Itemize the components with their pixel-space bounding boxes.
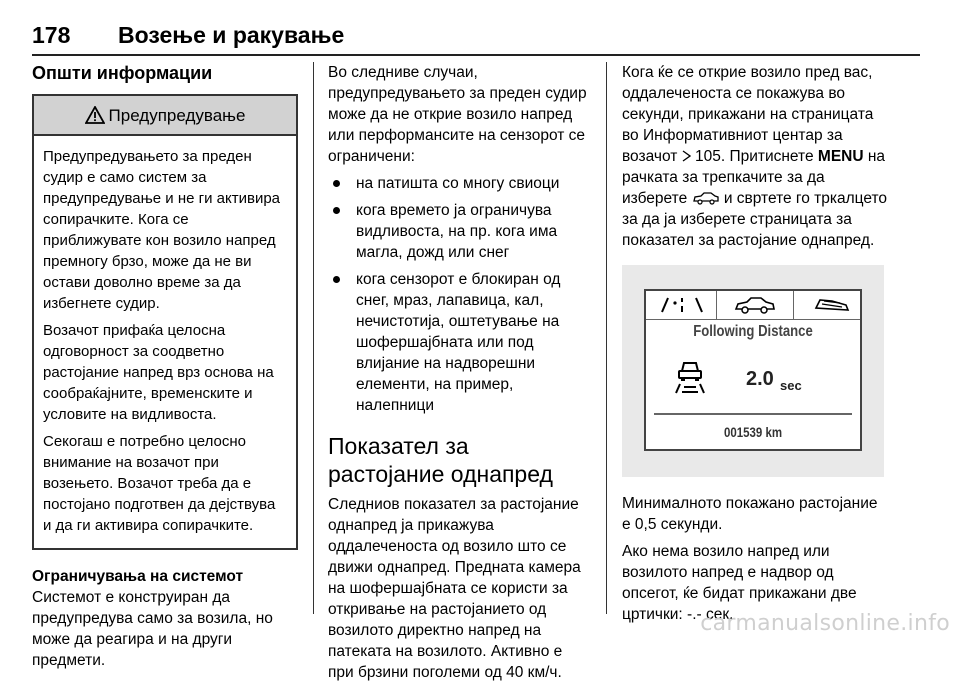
distance-value: 2.0: [746, 368, 774, 390]
watermark: carmanualsonline.info: [700, 611, 950, 636]
lane-assist-icon: [654, 292, 710, 318]
page-number: 178: [32, 22, 71, 48]
min-distance-note: Минималното покажано растојание е 0,5 секунди.: [622, 495, 878, 533]
warning-body: [34, 136, 296, 548]
menu-button-label: MENU: [817, 148, 864, 165]
car-icon: [733, 294, 777, 316]
limits-text: Системот е конструиран да предупредува само за возила, но може да реагира и на други предмети.: [32, 589, 273, 669]
screen-tabs: [646, 291, 860, 320]
car-wave-icon: [812, 294, 852, 316]
following-car-icon: [670, 357, 710, 397]
column-divider: [606, 62, 607, 614]
page-header: [32, 2, 920, 56]
car-icon: [692, 191, 720, 205]
display-divider: [654, 413, 852, 415]
limits-heading: Ограничувања на системот: [32, 568, 244, 585]
warning-paragraph: Секогаш е потребно целосно внимание на возачот при возењето. Возачот треба да е постојано подготвен да дејствува и да ги активира сопирачките.: [43, 433, 276, 534]
distance-indicator-body: Следниов показател за растојание однапред ја прикажува оддалеченоста од возило што се движи однапред. Предната камера на шофершајбната се користи за откривање на растојанието од возилото директно напред на патеката на возилото. Активно е при брзини поголеми од 40 км/ч.: [328, 496, 581, 681]
column-left: [32, 62, 298, 677]
tab-following-distance: [716, 291, 794, 319]
section-title: Општи информации: [32, 63, 213, 83]
warning-triangle-icon: [85, 106, 105, 124]
list-item: кога времето ја ограничува видливоста, на пр. кога има магла, дожд или снег: [328, 200, 590, 263]
no-vehicle-note: Ако нема возило напред или возилото напред е надвор од опсегот, ќе бидат прикажани две цртички: -.- сек.: [622, 543, 857, 623]
warning-paragraph: Возачот прифаќа целосна одговорност за соодветно растојание напред врз основа на сообраќајните, временските и условите на видливоста.: [43, 322, 274, 423]
distance-unit: sec: [780, 378, 802, 393]
list-item: кога сензорот е блокиран од снег, мраз, лапавица, кал, нечистотија, оштетување на шофершајбната или под влијание на надворешни елементи, на пример, налепници: [328, 269, 590, 416]
warning-title: Предупредување: [108, 105, 246, 125]
column-right: [622, 62, 890, 631]
warning-title-bar: [34, 96, 296, 136]
conditions-list: [328, 173, 590, 416]
column-divider: [313, 62, 314, 614]
instructions-paragraph: Кога ќе се открие возило пред вас, оддалеченоста се покажува во секунди, прикажани на страницата во Информативниот центар за возачот 105. Притиснете MENU на рачката за трепкачите за да изберете и свртете го тркалцето за да ја изберете страницата за показател за растојание однапред.: [622, 64, 888, 249]
column-middle: [328, 62, 590, 689]
page-ref-arrow-icon: [682, 150, 691, 162]
chapter-title: Возење и ракување: [118, 22, 345, 48]
conditions-intro: Во следниве случаи, предупредувањето за преден судир може да не открие возило напред или перформансите на сензорот се ограничени:: [328, 64, 587, 165]
odometer: 001539 km: [723, 424, 783, 440]
driver-info-center-screen: [644, 289, 862, 451]
display-illustration: [622, 265, 884, 477]
distance-indicator-heading: Показател за растојание однапред: [328, 433, 553, 487]
list-item: на патишта со многу свиоци: [328, 173, 590, 194]
warning-paragraph: Предупредувањето за преден судир е само систем за предупредување и не ги активира сопирачките. Кога се приближувате кон возило напред премногу брзо, може да не ви остави доволно време за да избегнете судир.: [43, 148, 281, 312]
display-title: Following Distance: [693, 323, 813, 340]
warning-box: [32, 94, 298, 550]
